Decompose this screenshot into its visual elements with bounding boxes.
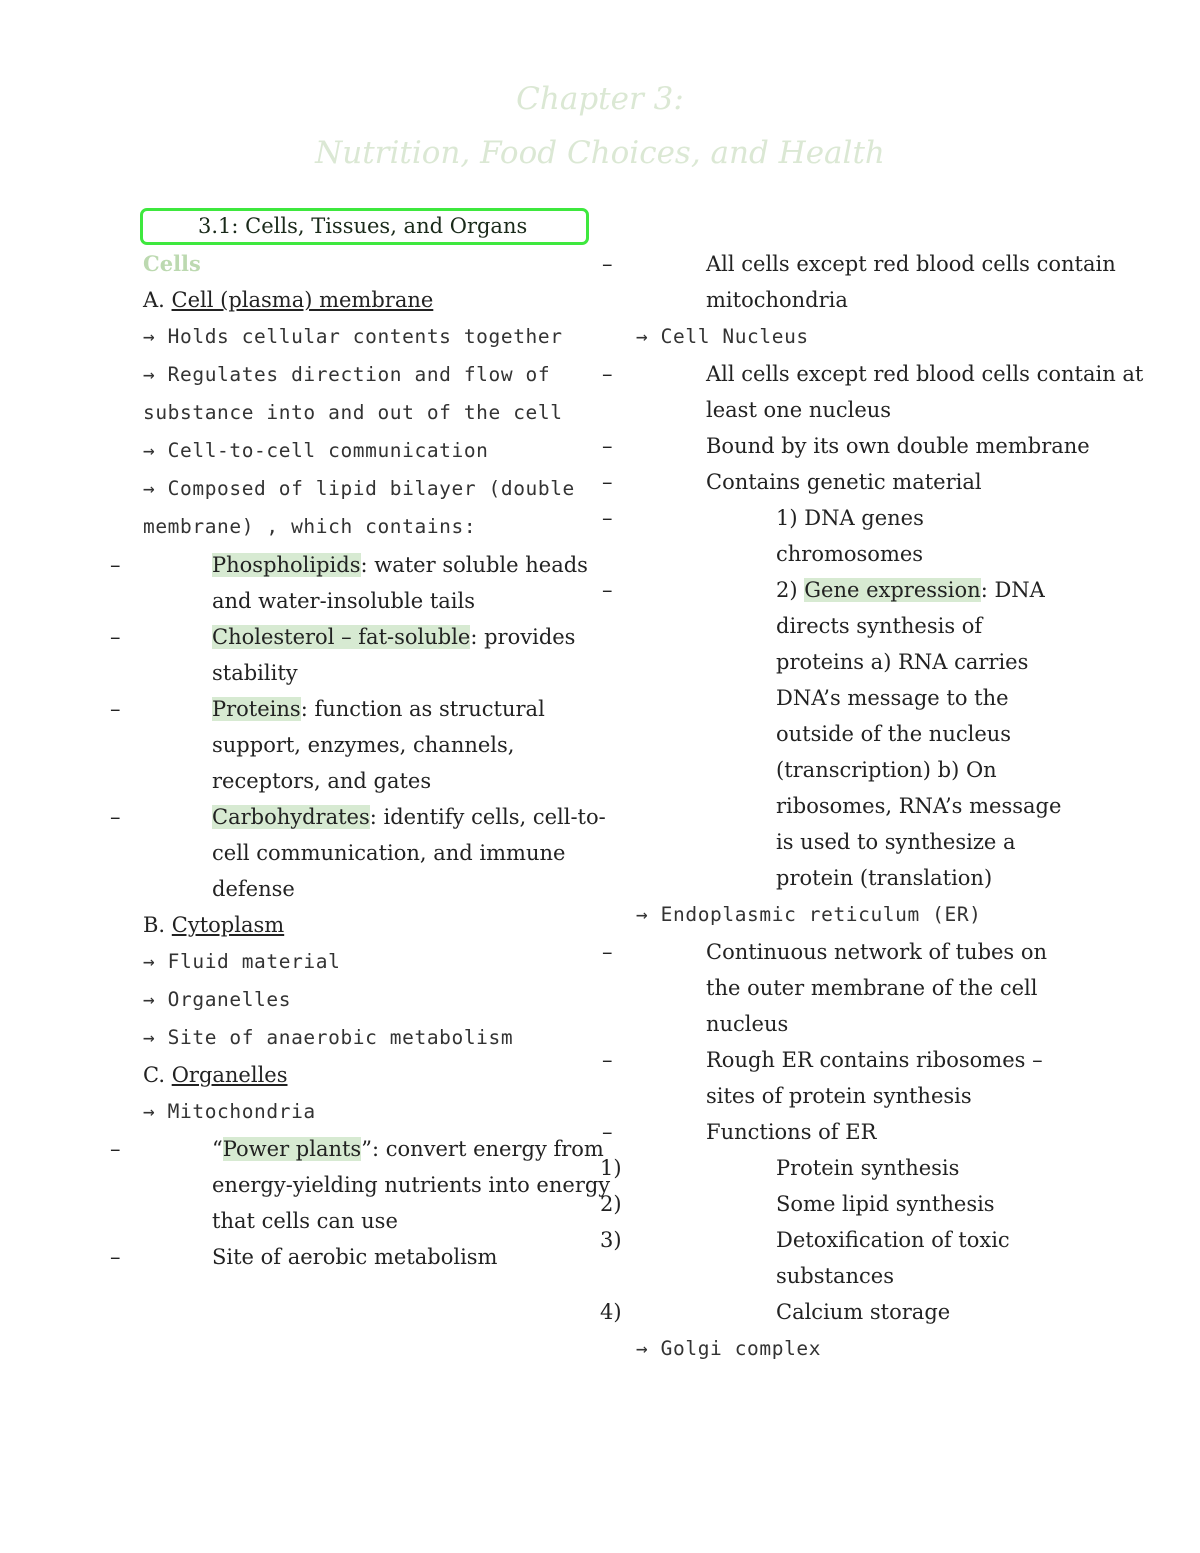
heading-a-prefix: A. (143, 288, 165, 312)
dash-bullet: – (110, 1245, 121, 1269)
membrane-components-list (110, 547, 613, 907)
list-item (110, 691, 613, 799)
membrane-point-1: → Holds cellular contents together (143, 325, 563, 348)
dash-bullet: – (110, 1137, 121, 1161)
golgi-heading: → Golgi complex (636, 1337, 822, 1360)
term-description: : provides stability (212, 625, 576, 685)
left-column (110, 246, 613, 1275)
dash-bullet: – (602, 578, 613, 602)
term-description: : water soluble heads and water-insoluble tails (212, 553, 588, 613)
dash-bullet: – (602, 434, 613, 458)
dash-bullet: – (602, 252, 613, 276)
dash-bullet: – (110, 553, 121, 577)
membrane-point-2: → Regulates direction and flow of substance into and out of the cell (143, 363, 563, 424)
membrane-point-4: → Composed of lipid bilayer (double membrane) , which contains: (143, 477, 588, 538)
page-title-chapter: Chapter 3: (516, 81, 684, 117)
list-item (600, 1222, 1036, 1294)
term-description: : function as structural support, enzymes, channels, receptors, and gates (212, 697, 545, 793)
right-column (600, 246, 1156, 1368)
heading-c-title: Organelles (171, 1063, 288, 1087)
membrane-point-3: → Cell-to-cell communication (143, 439, 489, 462)
item-text: Some lipid synthesis (776, 1192, 995, 1216)
cells-heading: Cells (143, 251, 201, 276)
heading-b-title: Cytoplasm (171, 913, 285, 937)
mitochondria-continued (602, 246, 1156, 318)
heading-a (143, 282, 613, 318)
list-item (602, 572, 1066, 896)
heading-c (143, 1057, 613, 1093)
list-item (602, 464, 1156, 500)
item-text: Calcium storage (776, 1300, 951, 1324)
cytoplasm-point-3: → Site of anaerobic metabolism (143, 1026, 514, 1049)
term-description: : DNA directs synthesis of proteins a) RNA carries DNA’s message to the outside of the nucleus (transcription) b) On ribosomes, RNA’s message is used to synthesize a protein (translation) (776, 578, 1062, 890)
item-text: Detoxification of toxic substances (776, 1228, 1010, 1288)
list-item (602, 1042, 1056, 1114)
list-item (602, 1114, 1156, 1150)
list-number: 2) (600, 1192, 622, 1216)
er-heading: → Endoplasmic reticulum (ER) (636, 903, 982, 926)
list-item (602, 356, 1156, 428)
dash-bullet: – (110, 625, 121, 649)
item-text: Contains genetic material (706, 470, 982, 494)
item-text: Rough ER contains ribosomes – sites of protein synthesis (706, 1048, 1043, 1108)
item-text: All cells except red blood cells contain at least one nucleus (706, 362, 1144, 422)
list-item (110, 799, 613, 907)
list-item (110, 1239, 613, 1275)
dash-bullet: – (602, 362, 613, 386)
nucleus-list (602, 356, 1156, 896)
term-highlight: Carbohydrates (212, 805, 370, 829)
term-highlight: Power plants (222, 1137, 362, 1161)
item-text: Functions of ER (706, 1120, 877, 1144)
list-item (600, 1294, 1156, 1330)
dash-bullet: – (110, 697, 121, 721)
list-item (110, 619, 613, 691)
cytoplasm-point-2: → Organelles (143, 988, 292, 1011)
heading-c-prefix: C. (143, 1063, 165, 1087)
item-text: Protein synthesis (776, 1156, 960, 1180)
mitochondria-heading: → Mitochondria (143, 1100, 316, 1123)
dash-bullet: – (602, 940, 613, 964)
section-title: 3.1: Cells, Tissues, and Organs (198, 214, 528, 238)
term-highlight: Phospholipids (212, 553, 361, 577)
list-item (602, 500, 1056, 572)
list-number: 3) (600, 1228, 622, 1252)
mitochondria-list (110, 1131, 613, 1275)
item-text: Site of aerobic metabolism (212, 1245, 498, 1269)
dash-bullet: – (110, 805, 121, 829)
list-item (110, 1131, 613, 1239)
er-list (600, 934, 1156, 1330)
list-item (600, 1150, 1156, 1186)
term-highlight: Gene expression (804, 578, 981, 602)
dash-bullet: – (602, 1120, 613, 1144)
quote-open: “ (212, 1137, 223, 1161)
list-item (110, 547, 613, 619)
list-number: 1) (600, 1156, 622, 1180)
item-number: 2) (776, 578, 805, 602)
nucleus-heading: → Cell Nucleus (636, 325, 809, 348)
item-text: Continuous network of tubes on the outer membrane of the cell nucleus (706, 940, 1048, 1036)
heading-b (143, 907, 613, 943)
term-description: ”: convert energy from energy-yielding nutrients into energy that cells can use (212, 1137, 611, 1233)
list-item (602, 246, 1156, 318)
item-text: All cells except red blood cells contain mitochondria (706, 252, 1116, 312)
term-highlight: Cholesterol – fat-soluble (212, 625, 471, 649)
item-text: Bound by its own double membrane (706, 434, 1090, 458)
list-item (602, 428, 1156, 464)
list-number: 4) (600, 1300, 622, 1324)
dash-bullet: – (602, 506, 613, 530)
item-text: 1) DNA genes chromosomes (776, 506, 924, 566)
term-description: : identify cells, cell-to-cell communication, and immune defense (212, 805, 606, 901)
heading-b-prefix: B. (143, 913, 166, 937)
heading-a-title: Cell (plasma) membrane (171, 288, 434, 312)
cytoplasm-point-1: → Fluid material (143, 950, 341, 973)
list-item (602, 934, 1056, 1042)
term-highlight: Proteins (212, 697, 301, 721)
list-item (600, 1186, 1156, 1222)
page-subtitle: Nutrition, Food Choices, and Health (315, 135, 885, 171)
dash-bullet: – (602, 470, 613, 494)
section-heading-box (140, 208, 589, 245)
dash-bullet: – (602, 1048, 613, 1072)
